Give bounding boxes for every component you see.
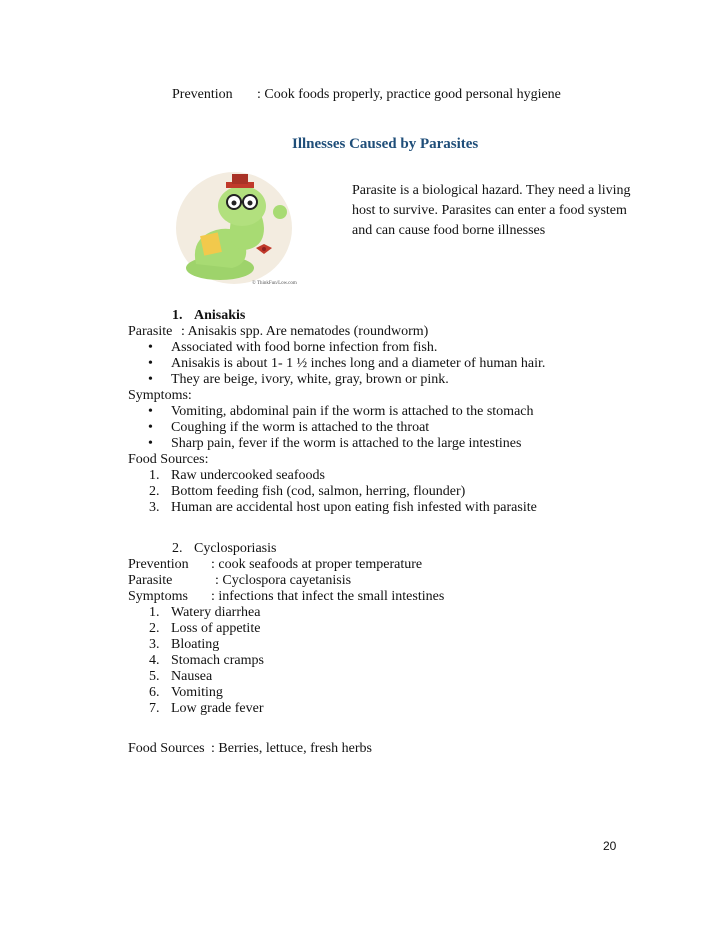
- anisakis-symptom: Coughing if the worm is attached to the throat: [171, 420, 430, 435]
- anisakis-number: 1.: [172, 308, 183, 323]
- cyclo-food-sources-label: Food Sources: [128, 741, 205, 756]
- anisakis-food-sources-label: Food Sources:: [128, 452, 209, 467]
- cyclo-symptom: Nausea: [171, 669, 213, 684]
- top-prevention-value: : Cook foods properly, practice good personal hygiene: [257, 87, 561, 102]
- list-number: 2.: [149, 484, 160, 499]
- cyclo-prevention-label: Prevention: [128, 557, 189, 572]
- cyclo-symptom: Watery diarrhea: [171, 605, 261, 620]
- anisakis-symptom: Sharp pain, fever if the worm is attached to the large intestines: [171, 436, 522, 451]
- cyclo-symptom: Vomiting: [171, 685, 223, 700]
- bullet-icon: •: [148, 404, 153, 419]
- bullet-icon: •: [148, 340, 153, 355]
- cyclo-title: Cyclosporiasis: [194, 541, 277, 556]
- illustration-credit: © ThinkFun/Low.com: [252, 281, 297, 286]
- intro-text: Parasite is a biological hazard. They need a living host to survive. Parasites can enter a food system and can cause food borne illnesses: [352, 183, 631, 238]
- cyclo-parasite-label: Parasite: [128, 573, 173, 588]
- bullet-icon: •: [148, 436, 153, 451]
- list-number: 3.: [149, 637, 160, 652]
- anisakis-symptoms-label: Symptoms:: [128, 388, 192, 403]
- list-number: 7.: [149, 701, 160, 716]
- anisakis-bullet: They are beige, ivory, white, gray, brown or pink.: [171, 372, 449, 387]
- list-number: 4.: [149, 653, 160, 668]
- anisakis-bullet: Anisakis is about 1- 1 ½ inches long and a diameter of human hair.: [171, 356, 546, 371]
- list-number: 1.: [149, 468, 160, 483]
- cyclo-symptom: Low grade fever: [171, 701, 264, 716]
- cyclo-symptom: Bloating: [171, 637, 220, 652]
- section-title: Illnesses Caused by Parasites: [292, 136, 479, 152]
- anisakis-parasite-value: : Anisakis spp. Are nematodes (roundworm): [181, 324, 429, 339]
- cyclo-food-sources-value: : Berries, lettuce, fresh herbs: [211, 741, 372, 756]
- bullet-icon: •: [148, 372, 153, 387]
- bullet-icon: •: [148, 356, 153, 371]
- worm-illustration: [172, 168, 300, 292]
- list-number: 2.: [149, 621, 160, 636]
- list-number: 3.: [149, 500, 160, 515]
- anisakis-food-source: Bottom feeding fish (cod, salmon, herring, flounder): [171, 484, 466, 499]
- top-prevention-label: Prevention: [172, 87, 233, 102]
- cyclo-symptom: Stomach cramps: [171, 653, 264, 668]
- cyclo-symptoms-label: Symptoms: [128, 589, 188, 604]
- anisakis-food-source: Human are accidental host upon eating fish infested with parasite: [171, 500, 537, 515]
- anisakis-food-source: Raw undercooked seafoods: [171, 468, 325, 483]
- cyclo-parasite-value: : Cyclospora cayetanisis: [215, 573, 352, 588]
- worm-cartoon-icon: [172, 168, 300, 292]
- list-number: 1.: [149, 605, 160, 620]
- list-number: 5.: [149, 669, 160, 684]
- bullet-icon: •: [148, 420, 153, 435]
- cyclo-prevention-value: : cook seafoods at proper temperature: [211, 557, 423, 572]
- cyclo-number: 2.: [172, 541, 183, 556]
- anisakis-symptom: Vomiting, abdominal pain if the worm is attached to the stomach: [171, 404, 534, 419]
- anisakis-bullet: Associated with food borne infection from fish.: [171, 340, 438, 355]
- cyclo-symptom: Loss of appetite: [171, 621, 261, 636]
- page-number: 20: [603, 839, 617, 853]
- anisakis-title: Anisakis: [194, 308, 246, 323]
- cyclo-symptoms-value: : infections that infect the small intestines: [211, 589, 445, 604]
- list-number: 6.: [149, 685, 160, 700]
- anisakis-parasite-label: Parasite: [128, 324, 173, 339]
